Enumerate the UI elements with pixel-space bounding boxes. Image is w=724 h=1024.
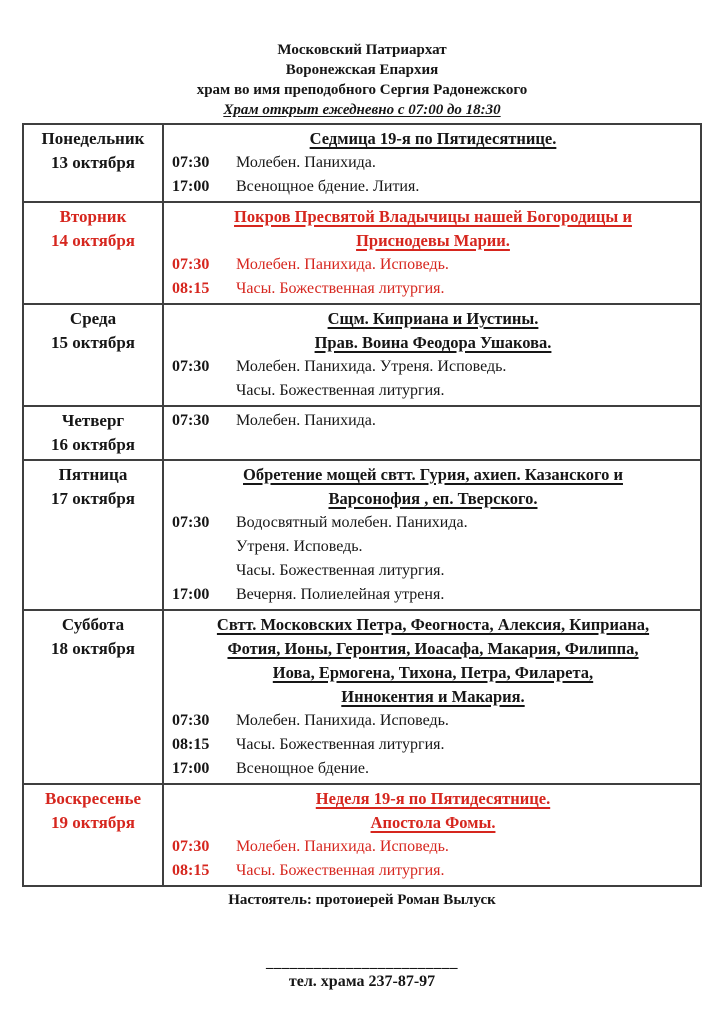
service-line [172, 733, 694, 757]
services-cell [163, 304, 701, 406]
service-time: 17:00 [172, 586, 210, 603]
service-line [172, 355, 694, 379]
service-description: Часы. Божественная литургия. [236, 382, 445, 399]
service-line [172, 709, 694, 733]
day-date: 19 октября [50, 813, 136, 832]
feast-title-line: Прав. Воина Феодора Ушакова. [314, 333, 552, 352]
feast-title-line: Покров Пресвятой Владычицы нашей Богородицы и [234, 207, 632, 226]
feast-title-line: Фотия, Ионы, Геронтия, Иоасафа, Макария, Филиппа, [227, 639, 639, 658]
day-cell [23, 460, 163, 610]
service-time: 08:15 [172, 280, 210, 297]
service-description: Молебен. Панихида. Исповедь. [236, 838, 449, 855]
service-description: Молебен. Панихида. Исповедь. [236, 712, 449, 729]
day-cell [23, 784, 163, 886]
service-time: 07:30 [172, 514, 210, 531]
header-eparchy: Воронежская Епархия [285, 62, 439, 78]
day-date: 15 октября [50, 333, 136, 352]
service-time: 17:00 [172, 178, 210, 195]
services-cell [163, 610, 701, 784]
service-time: 17:00 [172, 760, 210, 777]
schedule-row-пятница [23, 460, 701, 610]
schedule-table [22, 123, 702, 887]
service-description: Всенощное бдение. [236, 760, 370, 777]
schedule-row-понедельник [23, 124, 701, 202]
day-cell [23, 406, 163, 460]
feast-title-line: Свтт. Московских Петра, Феогноста, Алексия, Киприана, [216, 615, 650, 634]
service-line [172, 277, 694, 301]
day-name: Вторник [59, 207, 127, 226]
services-cell [163, 406, 701, 460]
service-time: 08:15 [172, 862, 210, 879]
service-time: 07:30 [172, 412, 210, 429]
service-line [172, 409, 694, 433]
day-date: 16 октября [50, 435, 136, 454]
service-description: Часы. Божественная литургия. [236, 280, 445, 297]
service-line [172, 511, 694, 535]
service-line [172, 535, 694, 559]
day-cell [23, 610, 163, 784]
service-line [172, 859, 694, 883]
service-time [172, 535, 222, 559]
day-date: 17 октября [50, 489, 136, 508]
day-date: 18 октября [50, 639, 136, 658]
service-description: Часы. Божественная литургия. [236, 736, 445, 753]
service-time: 07:30 [172, 358, 210, 375]
services-cell [163, 202, 701, 304]
services-cell [163, 784, 701, 886]
day-date: 14 октября [50, 231, 136, 250]
day-cell [23, 124, 163, 202]
service-description: Молебен. Панихида. [236, 412, 376, 429]
day-cell [23, 202, 163, 304]
day-name: Среда [69, 309, 117, 328]
service-time [172, 559, 222, 583]
services-cell [163, 460, 701, 610]
day-date: 13 октября [50, 153, 136, 172]
day-cell [23, 304, 163, 406]
service-description: Часы. Божественная литургия. [236, 562, 445, 579]
feast-title-line: Обретение мощей свтт. Гурия, ахиеп. Казанского и [243, 465, 623, 484]
header-church-name: храм во имя преподобного Сергия Радонежского [196, 82, 528, 98]
schedule-row-четверг [23, 406, 701, 460]
service-description: Часы. Божественная литургия. [236, 862, 445, 879]
service-line [172, 835, 694, 859]
service-description: Молебен. Панихида. [236, 154, 376, 171]
feast-title-line: Сщм. Киприана и Иустины. [327, 309, 539, 328]
service-line [172, 379, 694, 403]
header-patriarchate: Московский Патриархат [277, 42, 447, 58]
service-line [172, 253, 694, 277]
feast-title-line: Варсонофия , еп. Тверского. [328, 489, 538, 508]
schedule-table-body [23, 124, 701, 886]
service-line [172, 583, 694, 607]
service-line [172, 559, 694, 583]
feast-title-line: Седмица 19-я по Пятидесятнице. [309, 129, 557, 148]
service-time: 07:30 [172, 838, 210, 855]
service-line [172, 175, 694, 199]
feast-title-line: Иннокентия и Макария. [341, 687, 525, 706]
day-name: Суббота [61, 615, 125, 634]
service-description: Всенощное бдение. Лития. [236, 178, 420, 195]
service-description: Молебен. Панихида. Исповедь. [236, 256, 449, 273]
schedule-row-среда [23, 304, 701, 406]
schedule-row-воскресенье [23, 784, 701, 886]
schedule-row-суббота [23, 610, 701, 784]
service-line [172, 757, 694, 781]
service-description: Вечерня. Полиелейная утреня. [236, 586, 445, 603]
service-time: 07:30 [172, 154, 210, 171]
feast-title-line: Апостола Фомы. [370, 813, 496, 832]
service-time: 07:30 [172, 712, 210, 729]
header-open-hours: Храм открыт ежедневно с 07:00 до 18:30 [223, 102, 501, 118]
day-name: Понедельник [41, 129, 145, 148]
document-header [22, 40, 702, 120]
service-time: 08:15 [172, 736, 210, 753]
service-time: 07:30 [172, 256, 210, 273]
church-phone: тел. храма 237-87-97 [288, 973, 436, 990]
rector-line: Настоятель: протоиерей Роман Вылуск [228, 892, 496, 908]
day-name: Воскресенье [44, 789, 141, 808]
service-line [172, 151, 694, 175]
services-cell [163, 124, 701, 202]
day-name: Пятница [58, 465, 128, 484]
schedule-row-вторник [23, 202, 701, 304]
service-description: Водосвятный молебен. Панихида. [236, 514, 468, 531]
feast-title-line: Неделя 19-я по Пятидесятнице. [315, 789, 551, 808]
service-description: Утреня. Исповедь. [236, 538, 363, 555]
feast-title-line: Иова, Ермогена, Тихона, Петра, Филарета, [272, 663, 594, 682]
service-description: Молебен. Панихида. Утреня. Исповедь. [236, 358, 507, 375]
day-name: Четверг [61, 411, 125, 430]
service-time [172, 379, 222, 403]
footer-separator-line: ________________________ [266, 955, 458, 971]
feast-title-line: Приснодевы Марии. [356, 231, 510, 250]
